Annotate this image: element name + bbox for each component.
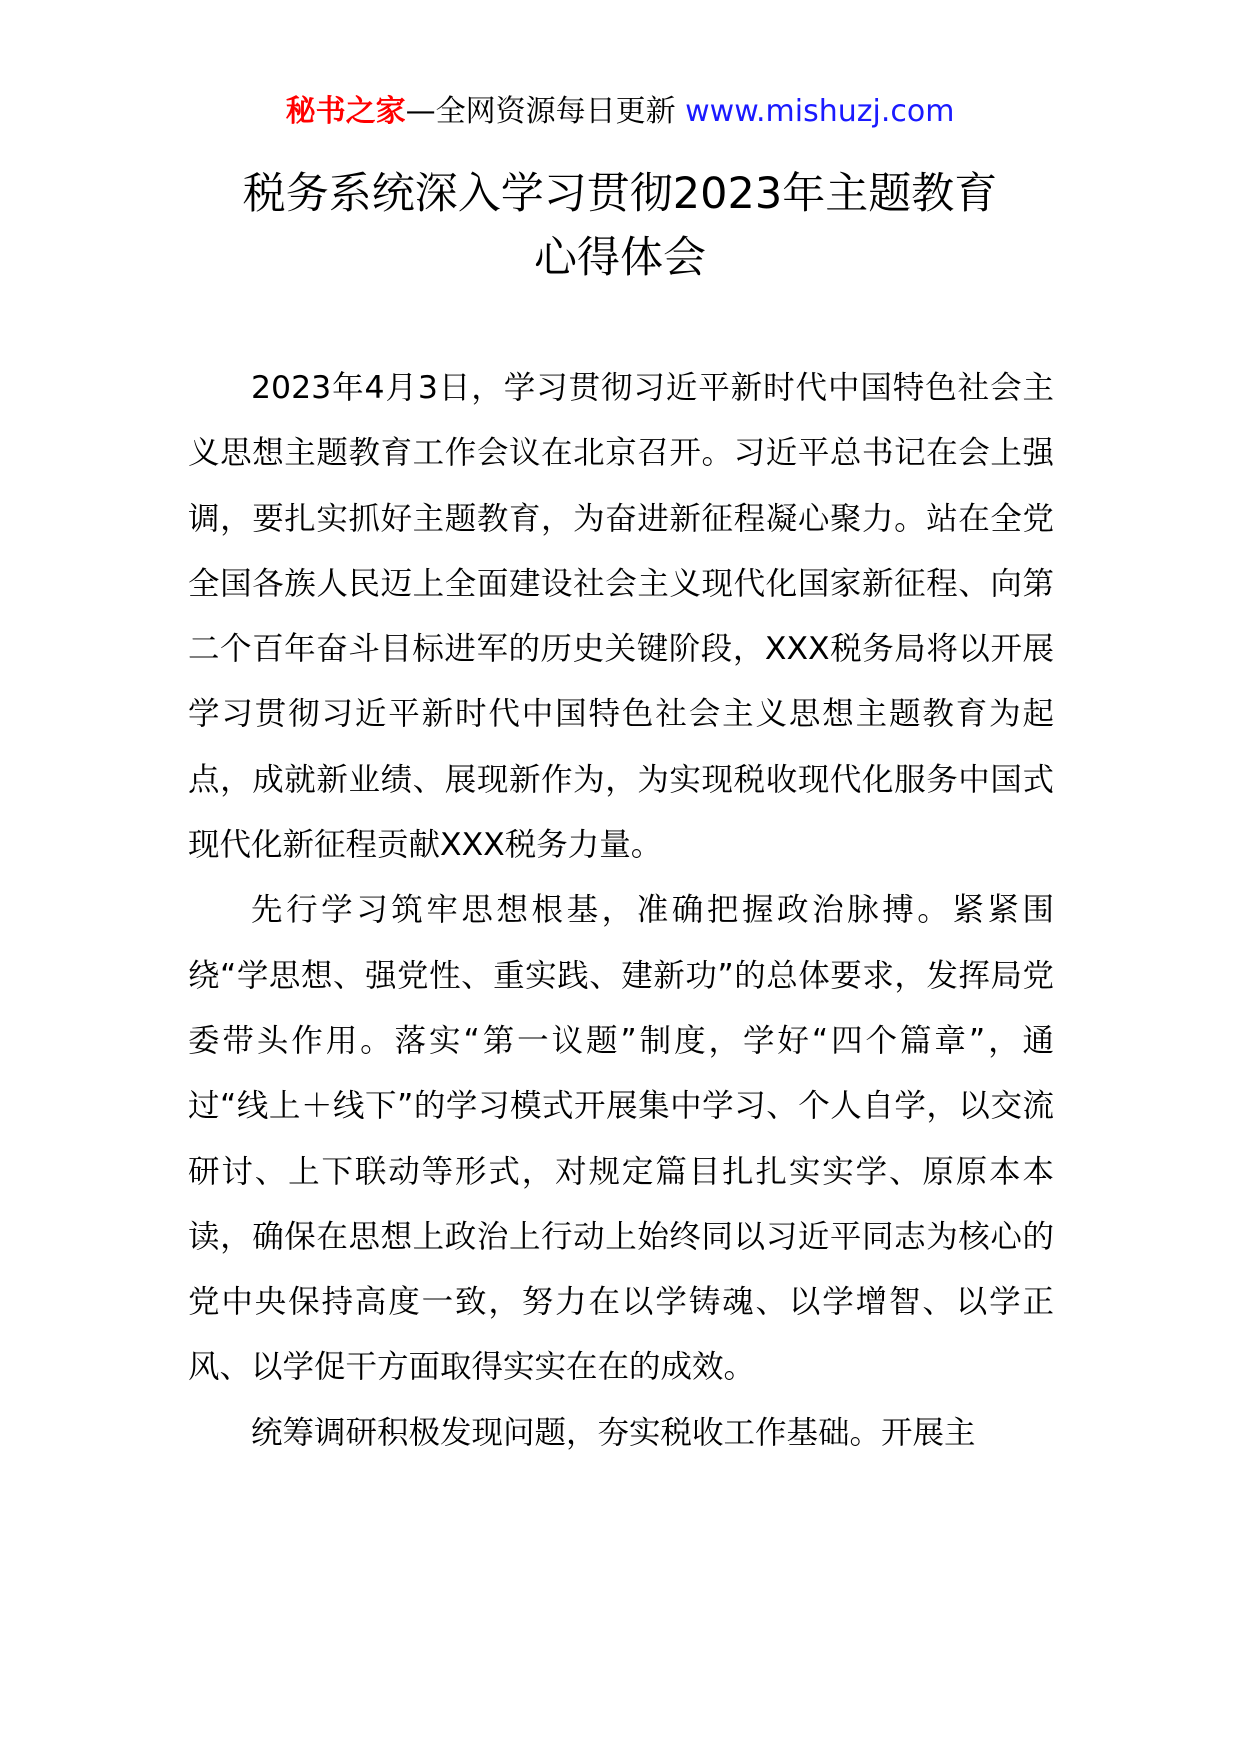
- site-url-link[interactable]: www.mishuzj.com: [685, 94, 955, 129]
- paragraph-2: 先行学习筑牢思想根基，准确把握政治脉搏。紧紧围绕“学思想、强党性、重实践、建新功”的总体要求，发挥局党委带头作用。落实“第一议题”制度，学好“四个篇章”，通过“线上＋线下”的学习模式开展集中学习、个人自学，以交流研讨、上下联动等形式，对规定篇目扎扎实实学、原原本本读，确保在思想上政治上行动上始终同以习近平同志为核心的党中央保持高度一致，努力在以学铸魂、以学增智、以学正风、以学促干方面取得实实在在的成效。: [188, 892, 1054, 1386]
- paragraph-1: 2023年4月3日，学习贯彻习近平新时代中国特色社会主义思想主题教育工作会议在北京召开。习近平总书记在会上强调，要扎实抓好主题教育，为奋进新征程凝心聚力。站在全党全国各族人民迈上全面建设社会主义现代化国家新征程、向第二个百年奋斗目标进军的历史关键阶段，XXX税务局将以开展学习贯彻习近平新时代中国特色社会主义思想主题教育为起点，成就新业绩、展现新作为，为实现税收现代化服务中国式现代化新征程贡献XXX税务力量。: [188, 370, 1054, 864]
- site-header: [0, 92, 1240, 132]
- document-body: [188, 356, 1054, 1466]
- header-tagline: —全网资源每日更新: [405, 94, 676, 129]
- paragraph-3: 统筹调研积极发现问题，夯实税收工作基础。开展主: [251, 1414, 976, 1451]
- brand-name: 秘书之家: [285, 94, 406, 129]
- title-line-1: 税务系统深入学习贯彻2023年主题教育: [242, 169, 998, 219]
- title-line-2: 心得体会: [534, 233, 706, 283]
- document-title: [150, 162, 1090, 290]
